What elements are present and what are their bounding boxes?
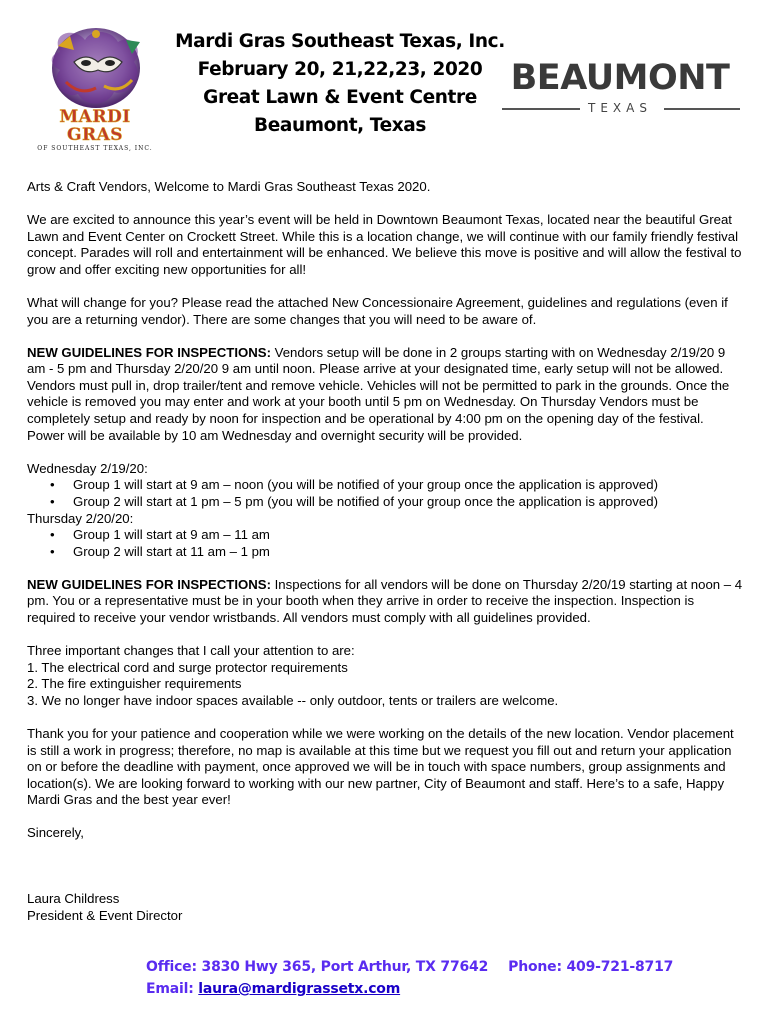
thursday-label: Thursday 2/20/20: [27, 510, 134, 526]
beaumont-logo [498, 58, 742, 120]
setup-guidelines-heading: NEW GUIDELINES FOR INSPECTIONS: [27, 344, 271, 360]
email-link[interactable]: laura@mardigrassetx.com [198, 981, 401, 997]
thursday-schedule-list [27, 527, 743, 560]
change-item-electrical: 1. The electrical cord and surge protector requirements [27, 659, 348, 675]
office-address: Office: 3830 Hwy 365, Port Arthur, TX 77642 [146, 959, 489, 975]
beaumont-logo-main [498, 58, 742, 98]
beaumont-wordmark: BEAUMONT [510, 58, 730, 98]
list-item: • Group 2 will start at 11 am – 1 pm [27, 544, 743, 561]
thank-you-paragraph: Thank you for your patience and cooperation while we were working on the details of the new location. Vendor placement is still a work in progress; therefore, no map is available at this time but we request you fill out and return your application on or before the deadline with payment, once approved we will be in touch with space numbers, group assignments and location(s). We are looking forward to working with our new partner, City of Beaumont and staff. Here’s to a safe, Happy Mardi Gras and the best year ever! [27, 725, 734, 808]
intro-paragraph: Arts & Craft Vendors, Welcome to Mardi Gras Southeast Texas 2020. [27, 179, 431, 194]
changes-paragraph: What will change for you? Please read the attached New Concessionaire Agreement, guidelines and regulations (even if you are a returning vendor). There are some changes that you will need to be aware of. [27, 294, 728, 327]
inspection-guidelines-paragraph [27, 577, 743, 627]
office-phone-row [146, 956, 746, 978]
contact-footer [146, 956, 746, 1000]
change-item-extinguisher: 2. The fire extinguisher requirements [27, 676, 242, 692]
list-item: • Group 1 will start at 9 am – noon (you will be notified of your group once the application is approved) [27, 477, 743, 494]
inspection-guidelines-heading: NEW GUIDELINES FOR INSPECTIONS: [27, 576, 271, 592]
setup-guidelines-paragraph [27, 345, 743, 445]
list-item: • Group 1 will start at 9 am – 11 am [27, 527, 743, 544]
beaumont-logo-rule-left [502, 108, 580, 110]
logo-sub-text: OF SOUTHEAST TEXAS, INC. [37, 145, 153, 152]
list-item: • Group 2 will start at 1 pm – 5 pm (you will be notified of your group once the application is approved) [27, 494, 743, 511]
logo-main-text: MARDI GRAS [59, 107, 131, 145]
title-line-city: Beaumont, Texas [254, 115, 426, 136]
inspection-guidelines-text: Inspections for all vendors will be done on Thursday 2/20/19 starting at noon – 4 pm. You or a representative must be in your booth when they arrive in order to receive the inspection. Inspection is required to receive your vendor wristbands. All vendors must comply with all guidelines provided. [27, 576, 743, 625]
beaumont-logo-rule-right [664, 108, 740, 110]
changes-intro: Three important changes that I call your attention to are: [27, 643, 355, 659]
title-line-venue: Great Lawn & Event Centre [203, 87, 477, 108]
signer-name: Laura Childress [27, 891, 120, 906]
location-paragraph: We are excited to announce this year’s event will be held in Downtown Beaumont Texas, located near the beautiful Great Lawn and Event Center on Crockett Street. While this is a location change, we will continue with our family friendly festival concept. Parades will roll and entertainment will be enhanced. We believe this move is positive and will allow the festival to grow and offer exciting new opportunities for all! [27, 212, 742, 277]
closing: Sincerely, [27, 825, 84, 841]
phone-number: Phone: 409-721-8717 [508, 959, 674, 975]
setup-guidelines-text: Vendors setup will be done in 2 groups starting with on Wednesday 2/19/20 9 am - 5 pm and Thursday 2/20/20 9 am until noon. Please arrive at your designated time, early setup will not be allowed. Vendors must pull in, drop trailer/tent and remove vehicle. Vehicles will not be permitted to park in the grounds. Once the vehicle is removed you may enter and work at your booth until 5 pm on Wednesday. On Thursday Vendors must be completely setup and ready by noon for inspection and be operational by 4:00 pm on the opening day of the festival. Power will be available by 10 am Wednesday and overnight security will be provided. [27, 344, 730, 443]
wednesday-label: Wednesday 2/19/20: [27, 460, 148, 476]
email-label: Email: [146, 981, 194, 997]
signer-title: President & Event Director [27, 907, 183, 923]
title-line-org: Mardi Gras Southeast Texas, Inc. [175, 31, 505, 52]
change-item-indoor: 3. We no longer have indoor spaces available -- only outdoor, tents or trailers are welcome. [27, 692, 559, 708]
wednesday-schedule-list [27, 477, 743, 510]
beaumont-logo-sub: TEXAS [588, 101, 652, 115]
title-line-dates: February 20, 21,22,23, 2020 [197, 59, 483, 80]
event-title-block [175, 28, 505, 140]
email-row [146, 978, 746, 1000]
letter-body [27, 179, 743, 924]
mardi-gras-logo-text [30, 108, 160, 154]
